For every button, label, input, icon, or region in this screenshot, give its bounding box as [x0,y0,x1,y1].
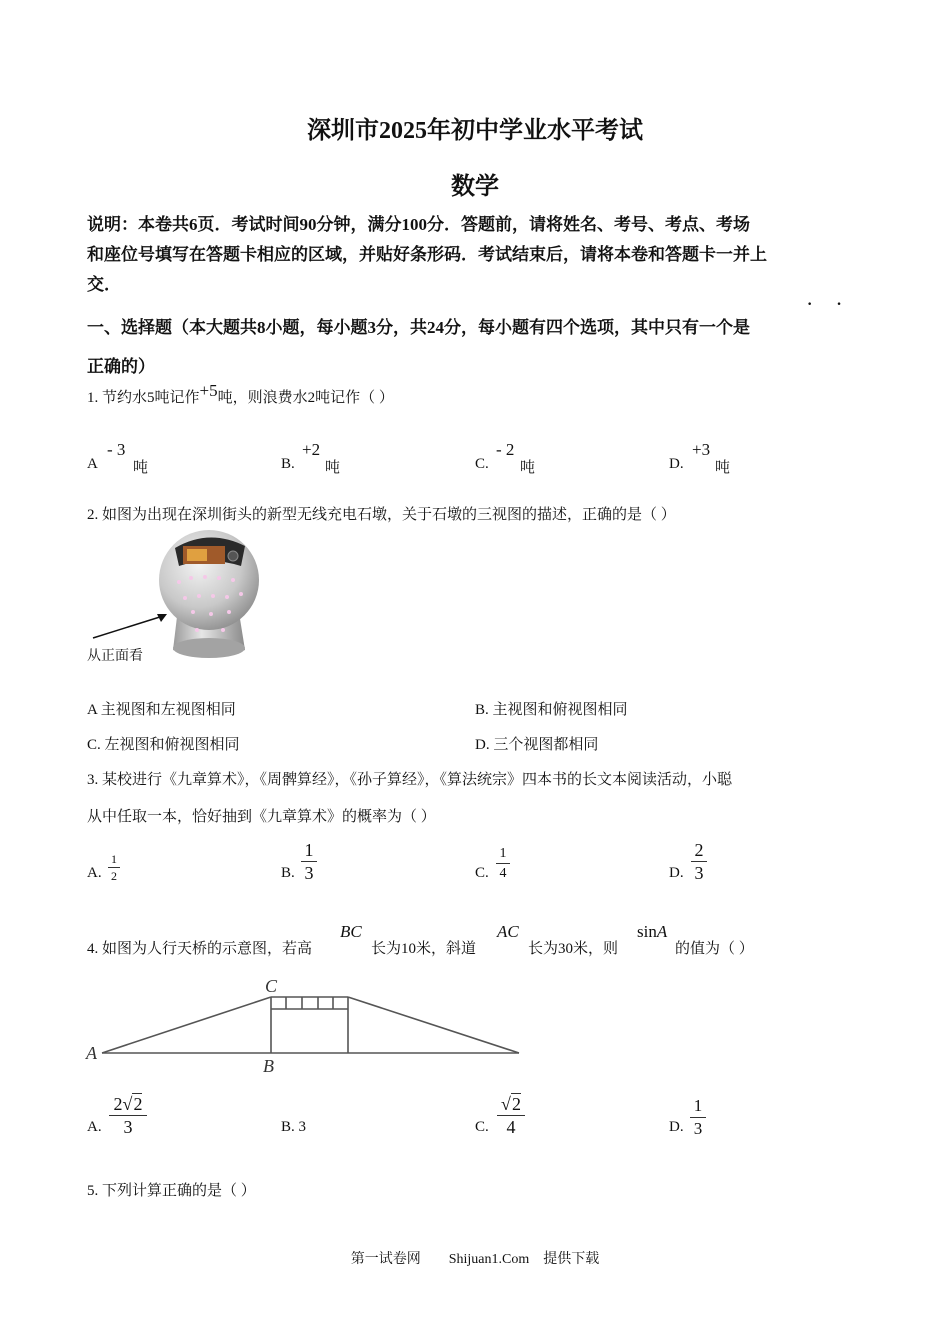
q1-text-a: 1. 节约水5吨记作 [87,390,200,406]
exam-title: 深圳市2025年初中学业水平考试 [307,118,643,144]
bridge-diagram [87,975,527,1075]
q3-option-b-num: 1 [304,840,314,860]
q1-option-b-unit: 吨 [325,460,341,476]
q4-option-c-radicand: 2 [511,1094,521,1114]
q3-option-b-den: 3 [304,863,314,883]
q3-option-d-label: D. [669,865,684,881]
q3-option-a-fraction [108,852,120,883]
section1-heading-line-2: 正确的） [87,357,155,376]
q1-option-a-label: A [87,456,98,472]
q3-stem-line-1: 3. 某校进行《九章算术》，《周髀算经》，《孙子算经》，《算法统宗》四本书的长文本阅读活动，小聪 [87,772,733,788]
q2-option-a[interactable]: A 主视图和左视图相同 [87,702,236,718]
q4-math-sina [637,922,667,942]
instructions-line-3: 交． [87,275,121,294]
q1-option-d-value: +3 [692,440,711,459]
q4-option-a-den: 3 [123,1117,133,1137]
photo-caption: 从正面看 [87,649,143,664]
q2-option-c[interactable]: C. 左视图和俯视图相同 [87,737,240,753]
q4-option-c-label: C. [475,1119,489,1135]
q3-option-c-den: 4 [499,866,507,881]
q1-option-d-label: D. [669,456,684,472]
q1-option-c-value: - 2 [496,440,515,459]
q3-option-b-fraction [301,840,317,883]
q4-text-2: 长为10米，斜道 [371,941,477,957]
q4-sin-fn: sin [637,922,657,941]
page-footer: 第一试卷网 Shijuan1.Com 提供下载 [350,1252,600,1267]
q1-stem [87,381,394,407]
q4-option-a-coef: 2 [113,1094,123,1114]
q3-stem-line-2: 从中任取一本，恰好抽到《九章算术》的概率为（ ） [87,809,436,825]
q3-option-d-fraction [691,840,707,883]
instructions-line-1: 说明：本卷共6页．考试时间90分钟，满分100分．答题前，请将姓名、考号、考点、考场 [87,215,750,234]
q4-option-c-den: 4 [506,1117,516,1137]
q3-option-c-fraction [496,845,510,882]
diagram-label-a: A [86,1043,97,1063]
q4-option-a-label: A. [87,1119,102,1135]
q1-option-c-unit: 吨 [520,460,536,476]
q4-option-d-label: D. [669,1119,684,1135]
q1-option-d-unit: 吨 [715,460,731,476]
q5-stem: 5. 下列计算正确的是（ ） [87,1183,256,1199]
q2-stem: 2. 如图为出现在深圳街头的新型无线充电石墩，关于石墩的三视图的描述，正确的是（ ） [87,507,676,523]
instructions-line-2: 和座位号填写在答题卡相应的区域，并贴好条形码．考试结束后，请将本卷和答题卡一并上 [87,245,767,264]
q4-option-d-den: 3 [693,1119,703,1138]
q4-option-a-radicand: 2 [133,1094,143,1114]
q3-option-c-num: 1 [499,846,507,861]
q1-text-b: 吨，则浪费水2吨记作（ ） [217,390,394,406]
q3-option-c-label: C. [475,865,489,881]
section1-heading-line-1: 一、选择题（本大题共8小题，每小题3分，共24分，每小题有四个选项，其中只有一个是 [87,318,750,337]
q1-math: +5 [199,381,218,400]
subject-title: 数学 [451,174,499,200]
q4-option-b[interactable]: B. 3 [281,1119,307,1135]
q3-option-a-label: A. [87,865,102,881]
q4-option-d-num: 1 [693,1096,703,1115]
q4-option-d-fraction [690,1096,706,1139]
q4-text-3: 长为30米，则 [528,941,619,957]
diagram-label-b: B [263,1056,274,1076]
diagram-label-c: C [265,976,278,996]
q3-option-d-den: 3 [694,863,704,883]
q4-math-bc: BC [340,922,362,941]
q3-option-a-den: 2 [111,869,117,883]
q4-text-4: 的值为（ ） [675,941,754,957]
emphasis-dots: · · [807,296,852,313]
q3-option-d-num: 2 [694,840,704,860]
q1-option-b-label: B. [281,456,295,472]
q1-option-a-unit: 吨 [133,460,149,476]
q4-text-1: 4. 如图为人行天桥的示意图，若高 [87,941,313,957]
q3-option-a-num: 1 [111,852,117,866]
q4-option-c-fraction: √2 4 [497,1094,525,1137]
q4-math-ac: AC [497,922,519,941]
q1-option-c-label: C. [475,456,489,472]
q3-option-b-label: B. [281,865,295,881]
q1-option-b-value: +2 [302,440,321,459]
q1-option-a-value: - 3 [107,440,126,459]
q4-option-a-fraction: 2√2 3 [109,1094,147,1137]
q4-sin-var: A [656,922,668,941]
q2-option-b[interactable]: B. 主视图和俯视图相同 [475,702,628,718]
q2-option-d[interactable]: D. 三个视图都相同 [475,737,599,753]
